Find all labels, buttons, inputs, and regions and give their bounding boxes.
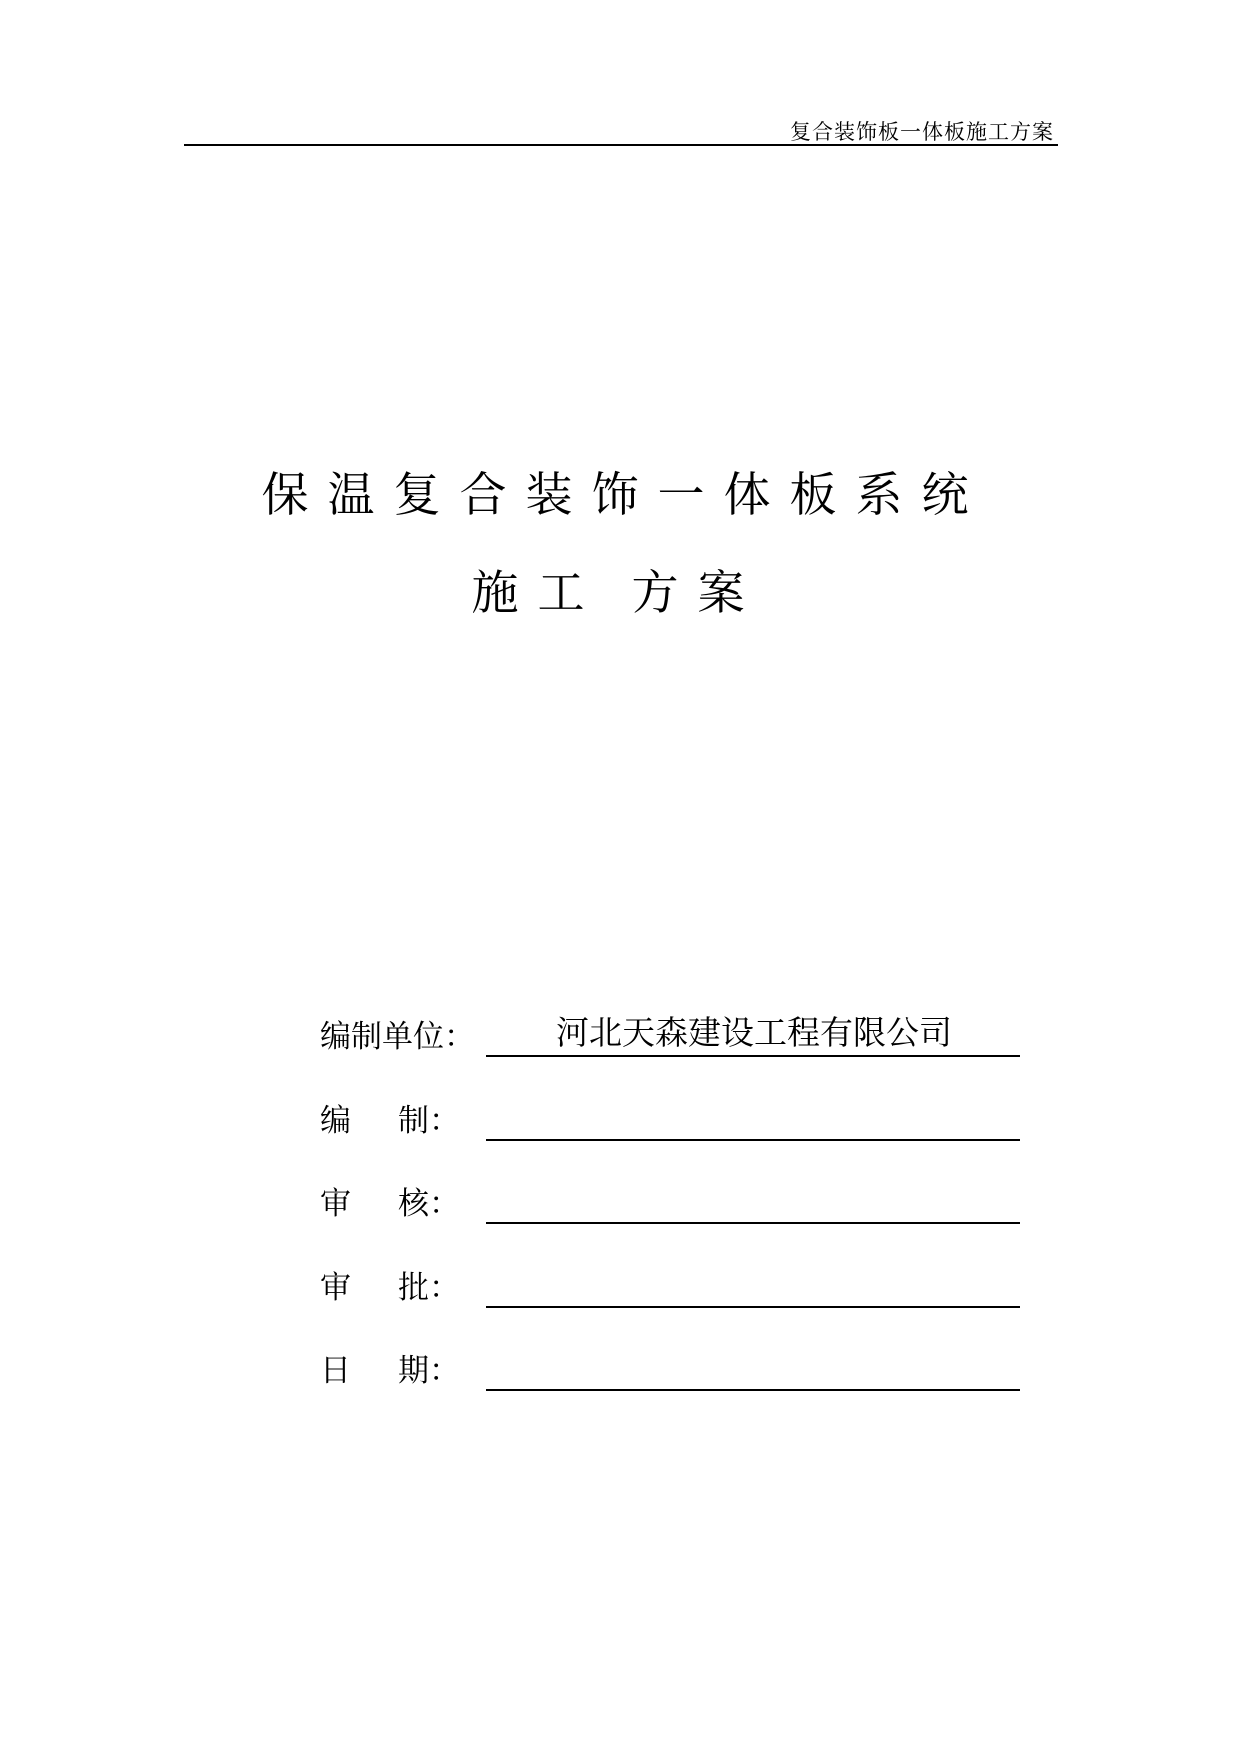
page-header xyxy=(184,110,1058,146)
compiler-row xyxy=(320,1100,1020,1146)
approver-field[interactable] xyxy=(486,1266,1020,1308)
reviewer-label: 审 核： xyxy=(320,1186,460,1222)
date-label: 日 期： xyxy=(320,1353,460,1389)
document-title-part2: 方案 xyxy=(631,566,764,621)
date-field[interactable] xyxy=(486,1349,1020,1391)
compiler-label: 编 制： xyxy=(320,1103,460,1139)
compiling-unit-label: 编制单位： xyxy=(320,1019,475,1055)
document-title-line1: 保温复合装饰一体板系统 xyxy=(261,468,988,523)
document-title-part1: 施工 xyxy=(471,566,604,621)
running-title: 复合装饰板一体板施工方案 xyxy=(790,120,1054,144)
compiling-unit-row xyxy=(320,1013,1020,1062)
compiler-field[interactable] xyxy=(486,1099,1020,1141)
approver-row xyxy=(320,1267,1020,1313)
reviewer-field[interactable] xyxy=(486,1182,1020,1224)
approver-label: 审 批： xyxy=(320,1270,460,1306)
document-title-line2 xyxy=(0,556,1241,623)
date-row xyxy=(320,1350,1020,1396)
compiling-unit-field[interactable] xyxy=(486,1015,1020,1057)
compiling-unit-value: 河北天森建设工程有限公司 xyxy=(556,1013,952,1052)
reviewer-row xyxy=(320,1183,1020,1229)
